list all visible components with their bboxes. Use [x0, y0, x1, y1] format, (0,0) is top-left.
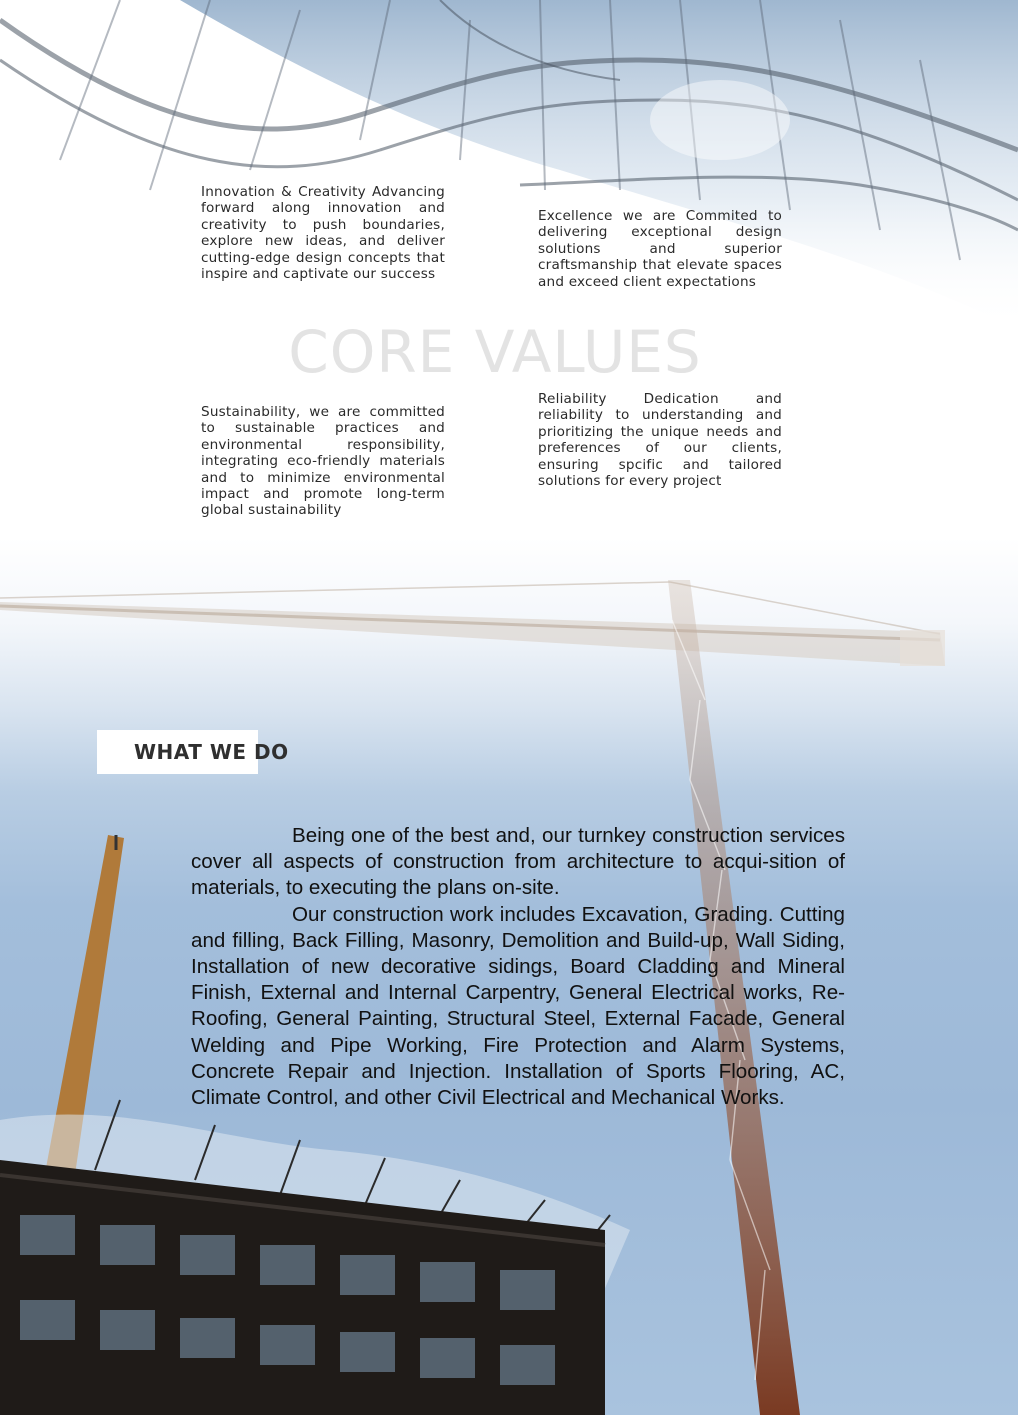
core-value-sustainability: Sustainability, we are committed to sustainable practices and environmental responsibility, integrating eco-friendly materials and to minimize environmental impact and promote long-term global sustainability — [201, 404, 445, 519]
what-we-do-body — [191, 823, 845, 1111]
what-we-do-paragraph: Our construction work includes Excavation, Grading. Cutting and filling, Back Filling, Masonry, Demolition and Build-up, Wall Siding, Installation of new decorative sidings, Board Cladding and Mineral Finish, External and Internal Carpentry, General Electrical works, Re-Roofing, General Painting, Structural Steel, External Facade, General Welding and Pipe Working, Fire Protection and Alarm Systems, Concrete Repair and Injection. Installation of Sports Flooring, AC, Climate Control, and other Civil Electrical and Mechanical Works. — [191, 902, 845, 1110]
glass-building-image — [0, 0, 1018, 330]
core-values-heading: CORE VALUES — [288, 318, 702, 386]
what-we-do-heading: WHAT WE DO — [134, 740, 289, 764]
core-value-innovation: Innovation & Creativity Advancing forward along innovation and creativity to push boundaries, explore new ideas, and deliver cutting-edge design concepts that inspire and captivate our success — [201, 184, 445, 283]
core-value-excellence: Excellence we are Commited to delivering exceptional design solutions and superior craftsmanship that elevate spaces and exceed client expectations — [538, 208, 782, 290]
core-value-reliability: Reliability Dedication and reliability to understanding and prioritizing the unique needs and preferences of our clients, ensuring spcific and tailored solutions for every project — [538, 391, 782, 490]
construction-site-image — [0, 1100, 630, 1415]
what-we-do-paragraph: Being one of the best and, our turnkey construction services cover all aspects of construction from architecture to acqui-sition of materials, to executing the plans on-site. — [191, 824, 845, 900]
